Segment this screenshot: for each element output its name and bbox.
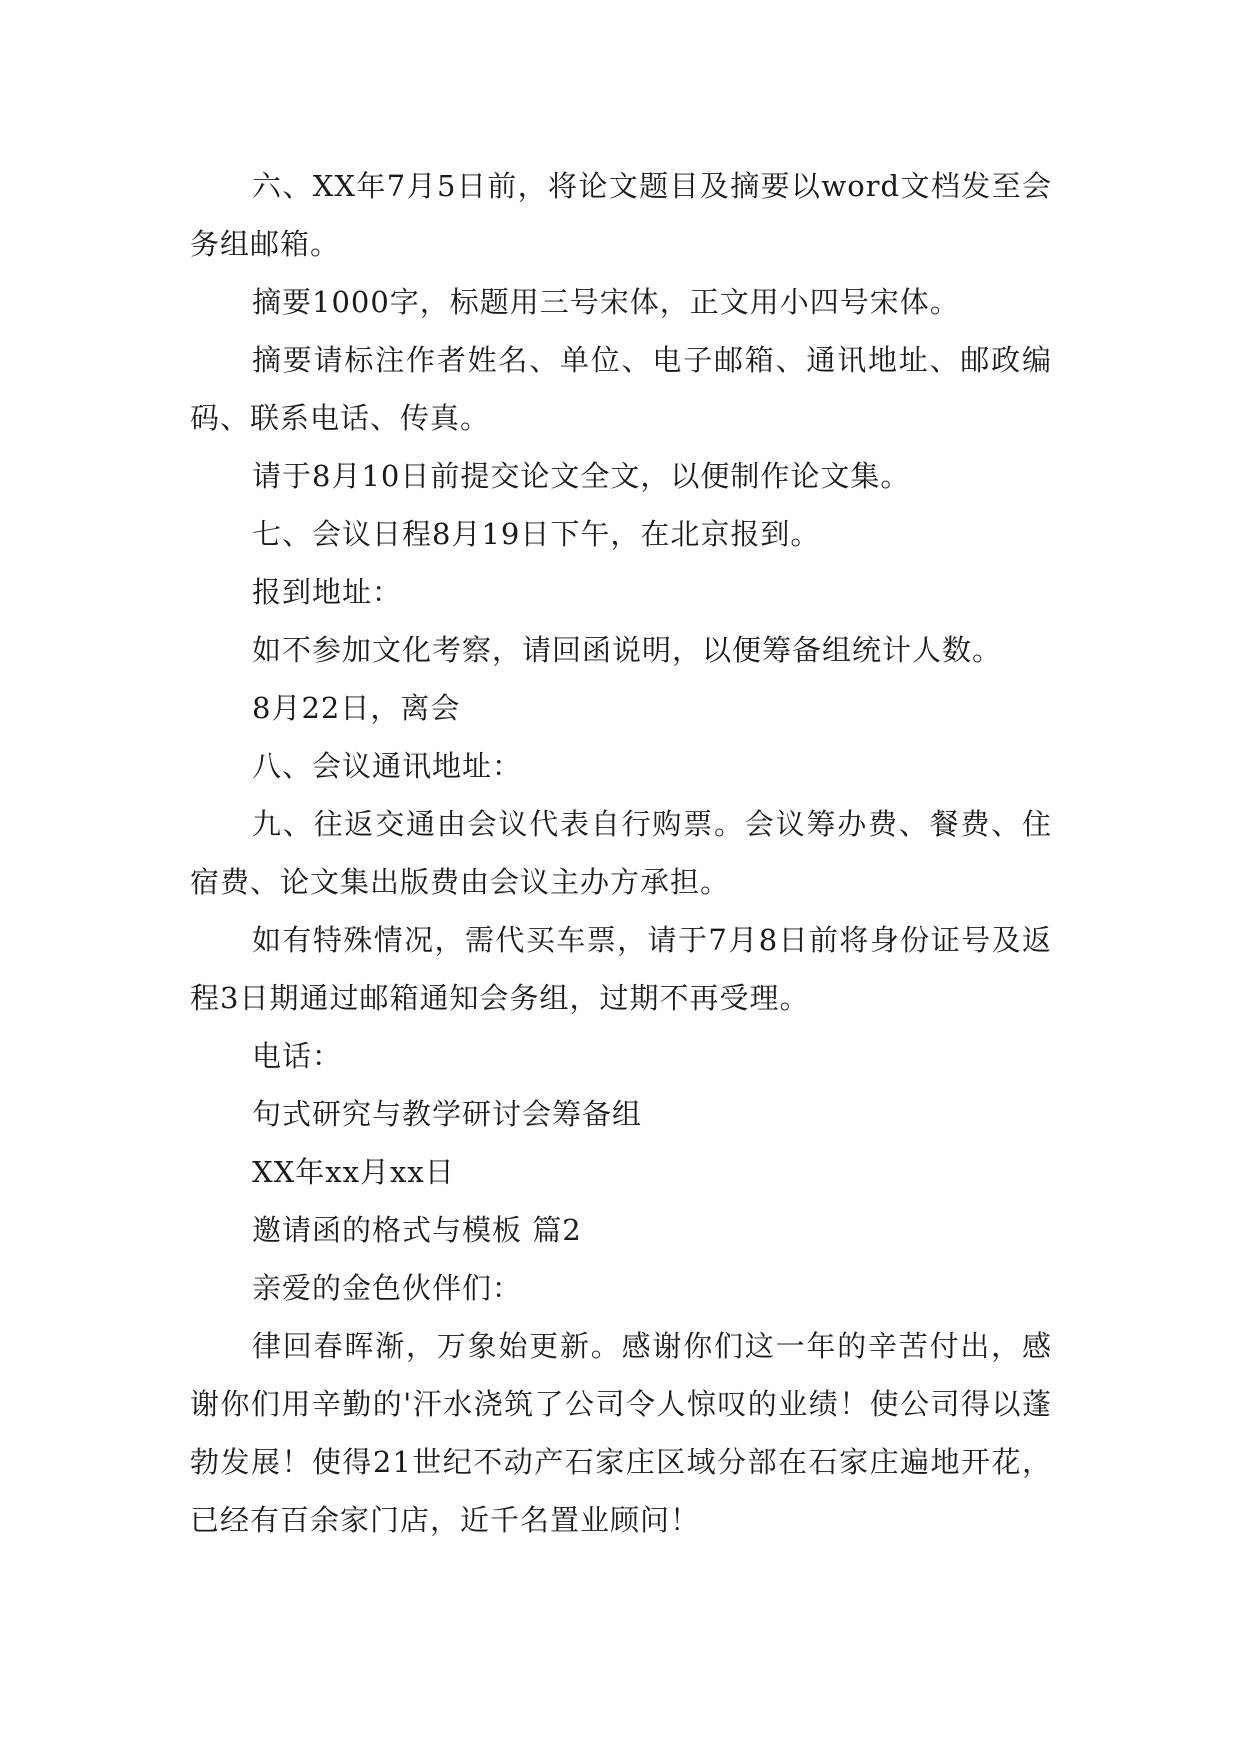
paragraph-abstract-deadline: 六、XX年7月5日前，将论文题目及摘要以word文档发至会务组邮箱。 [190,169,1052,261]
paragraph-departure-date: 8月22日，离会 [252,691,461,725]
paragraph-abstract-author-info: 摘要请标注作者姓名、单位、电子邮箱、通讯地址、邮政编码、联系电话、传真。 [190,343,1052,435]
paragraph-phone: 电话： [252,1039,343,1073]
paragraph-salutation: 亲爱的金色伙伴们： [252,1271,523,1305]
document-body [190,157,1052,1549]
paragraph-ticket-booking: 如有特殊情况，需代买车票，请于7月8日前将身份证号及返程3日期通过邮箱通知会务组，过期不再受理。 [190,923,1052,1015]
paragraph-abstract-format: 摘要1000字，标题用三号宋体，正文用小四号宋体。 [252,285,960,319]
paragraph-organizer: 句式研究与教学研讨会筹备组 [252,1097,643,1131]
paragraph-transport-costs: 九、往返交通由会议代表自行购票。会议筹办费、餐费、住宿费、论文集出版费由会议主办方承担。 [190,807,1052,899]
paragraph-thanks: 律回春晖渐，万象始更新。感谢你们这一年的辛苦付出，感谢你们用辛勤的'汗水浇筑了公司令人惊叹的业绩！使公司得以蓬勃发展！使得21世纪不动产石家庄区域分部在石家庄遍地开花，已经有百余家门店，近千名置业顾问！ [190,1329,1052,1537]
section-heading: 邀请函的格式与模板 篇2 [252,1213,582,1247]
paragraph-date: XX年xx月xx日 [252,1155,455,1189]
paragraph-full-paper-deadline: 请于8月10日前提交论文全文，以便制作论文集。 [252,459,911,493]
paragraph-cultural-visit: 如不参加文化考察，请回函说明，以便筹备组统计人数。 [252,633,1003,667]
paragraph-schedule: 七、会议日程8月19日下午，在北京报到。 [252,517,821,551]
paragraph-registration-address: 报到地址： [252,575,403,609]
paragraph-mailing-address: 八、会议通讯地址： [252,749,523,783]
